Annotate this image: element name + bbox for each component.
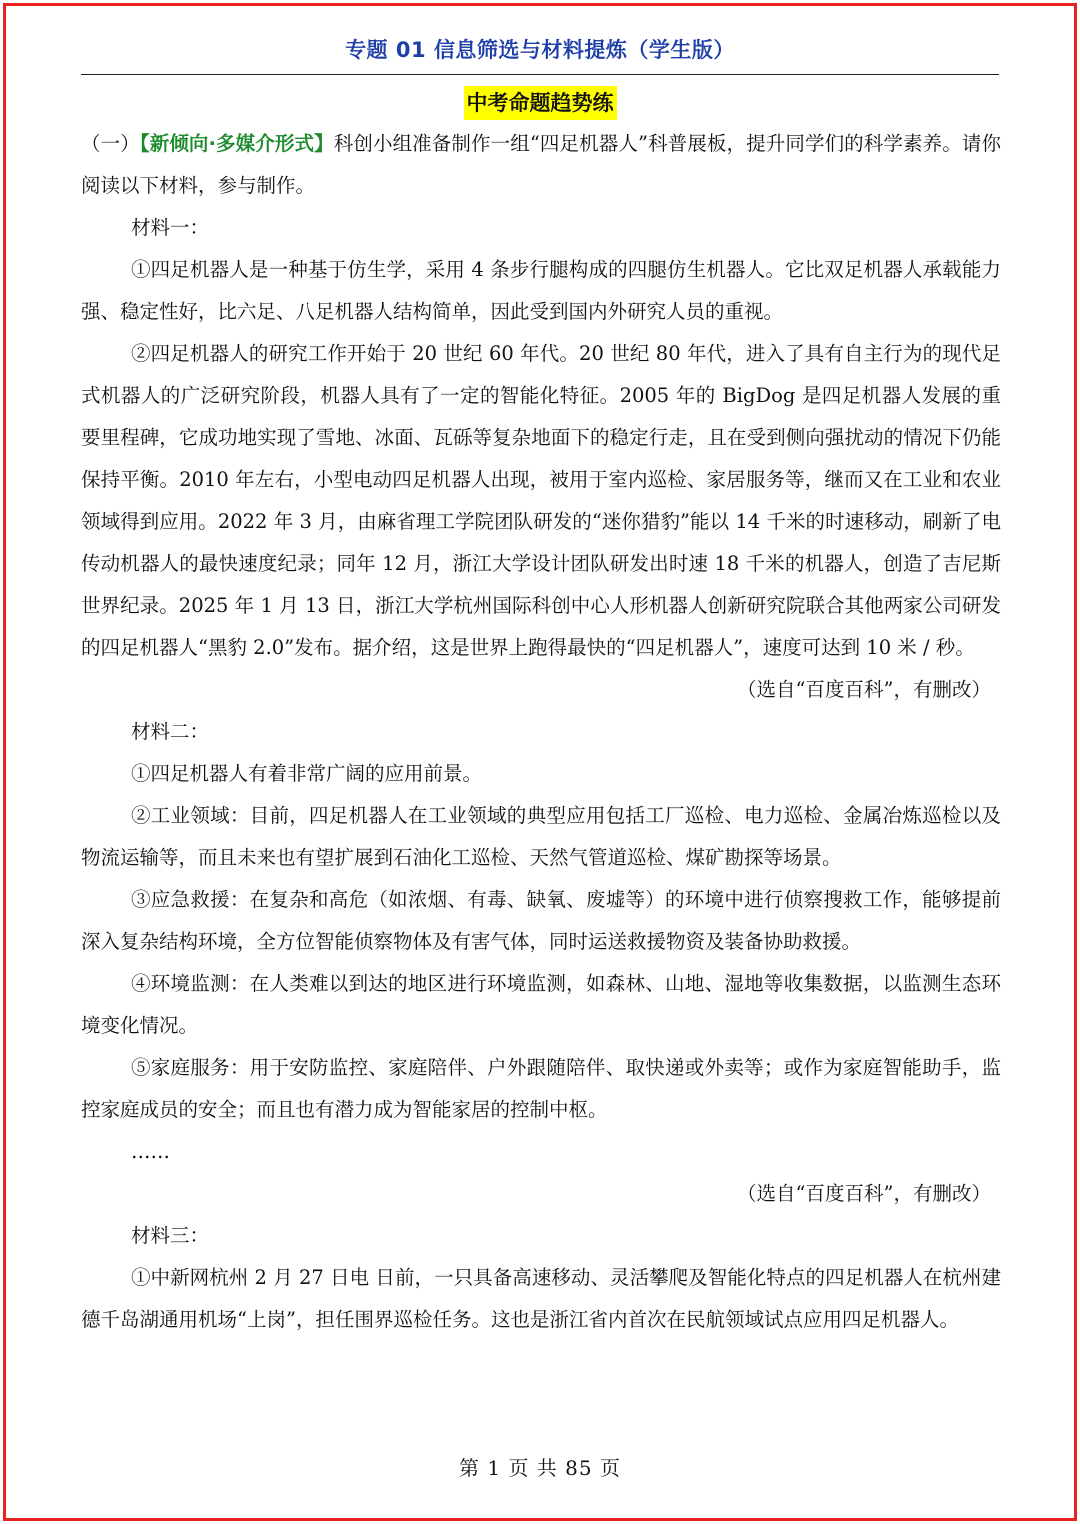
material1-source: （选自“百度百科”，有删改）: [737, 678, 991, 701]
material2-ellipsis: ……: [131, 1140, 170, 1163]
material2-paragraph-2: ②工业领域：目前，四足机器人在工业领域的典型应用包括工厂巡检、电力巡检、金属冶炼巡检以及物流运输等，而且未来也有望扩展到石油化工巡检、天然气管道巡检、煤矿勘探等场景。: [81, 804, 1001, 869]
header-divider: [81, 74, 999, 75]
material1-paragraph-2: ②四足机器人的研究工作开始于 20 世纪 60 年代。20 世纪 80 年代，进入了具有自主行为的现代足式机器人的广泛研究阶段，机器人具有了一定的智能化特征。2005 年的 BigDog 是四足机器人发展的重要里程碑，它成功地实现了雪地、冰面、瓦砾等复杂地面下的稳定行走，且在受到侧向强扰动的情况下仍能保持平衡。2010 年左右，小型电动四足机器人出现，被用于室内巡检、家居服务等，继而又在工业和农业领域得到应用。2022 年 3 月，由麻省理工学院团队研发的“迷你猎豹”能以 14 千米的时速移动，刷新了电传动机器人的最快速度纪录；同年 12 月，浙江大学设计团队研发出时速 18 千米的机器人，创造了吉尼斯世界纪录。2025 年 1 月 13 日，浙江大学杭州国际科创中心人形机器人创新研究院联合其他两家公司研发的四足机器人“黑豹 2.0”发布。据介绍，这是世界上跑得最快的“四足机器人”，速度可达到 10 米 / 秒。: [81, 342, 1001, 659]
material1-paragraph-1: ①四足机器人是一种基于仿生学，采用 4 条步行腿构成的四腿仿生机器人。它比双足机器人承载能力强、稳定性好，比六足、八足机器人结构简单，因此受到国内外研究人员的重视。: [81, 258, 1001, 323]
material2-source: （选自“百度百科”，有删改）: [737, 1182, 991, 1205]
intro-text: 科创小组准备制作一组“四足机器人”科普展板，提升同学们的科学素养。请你阅读以下材料，参与制作。: [81, 132, 1001, 197]
intro-paragraph: [81, 123, 1001, 207]
material1-label: 材料一：: [131, 216, 210, 239]
material2-label: 材料二：: [131, 720, 210, 743]
document-header-title: 专题 01 信息筛选与材料提炼（学生版）: [345, 38, 735, 62]
section-heading-container: [0, 86, 1080, 120]
material2-paragraph-5: ⑤家庭服务：用于安防监控、家庭陪伴、户外跟随陪伴、取快递或外卖等；或作为家庭智能助手，监控家庭成员的安全；而且也有潜力成为智能家居的控制中枢。: [81, 1056, 1001, 1121]
question-number: （一）: [81, 132, 140, 155]
document-body: [81, 123, 1001, 1341]
material2-paragraph-4: ④环境监测：在人类难以到达的地区进行环境监测，如森林、山地、湿地等收集数据，以监测生态环境变化情况。: [81, 972, 1001, 1037]
section-heading: 中考命题趋势练: [464, 86, 617, 120]
page-footer: 第 1 页 共 85 页: [459, 1456, 621, 1480]
question-type-tag: 【新倾向·多媒介形式】: [139, 132, 334, 155]
material2-paragraph-3: ③应急救援：在复杂和高危（如浓烟、有毒、缺氧、废墟等）的环境中进行侦察搜救工作，能够提前深入复杂结构环境，全方位智能侦察物体及有害气体，同时运送救援物资及装备协助救援。: [81, 888, 1001, 953]
material3-paragraph-1: ①中新网杭州 2 月 27 日电 日前，一只具备高速移动、灵活攀爬及智能化特点的四足机器人在杭州建德千岛湖通用机场“上岗”，担任围界巡检任务。这也是浙江省内首次在民航领域试点应用四足机器人。: [81, 1266, 1001, 1331]
material2-paragraph-1: ①四足机器人有着非常广阔的应用前景。: [131, 762, 483, 785]
material3-label: 材料三：: [131, 1224, 210, 1247]
